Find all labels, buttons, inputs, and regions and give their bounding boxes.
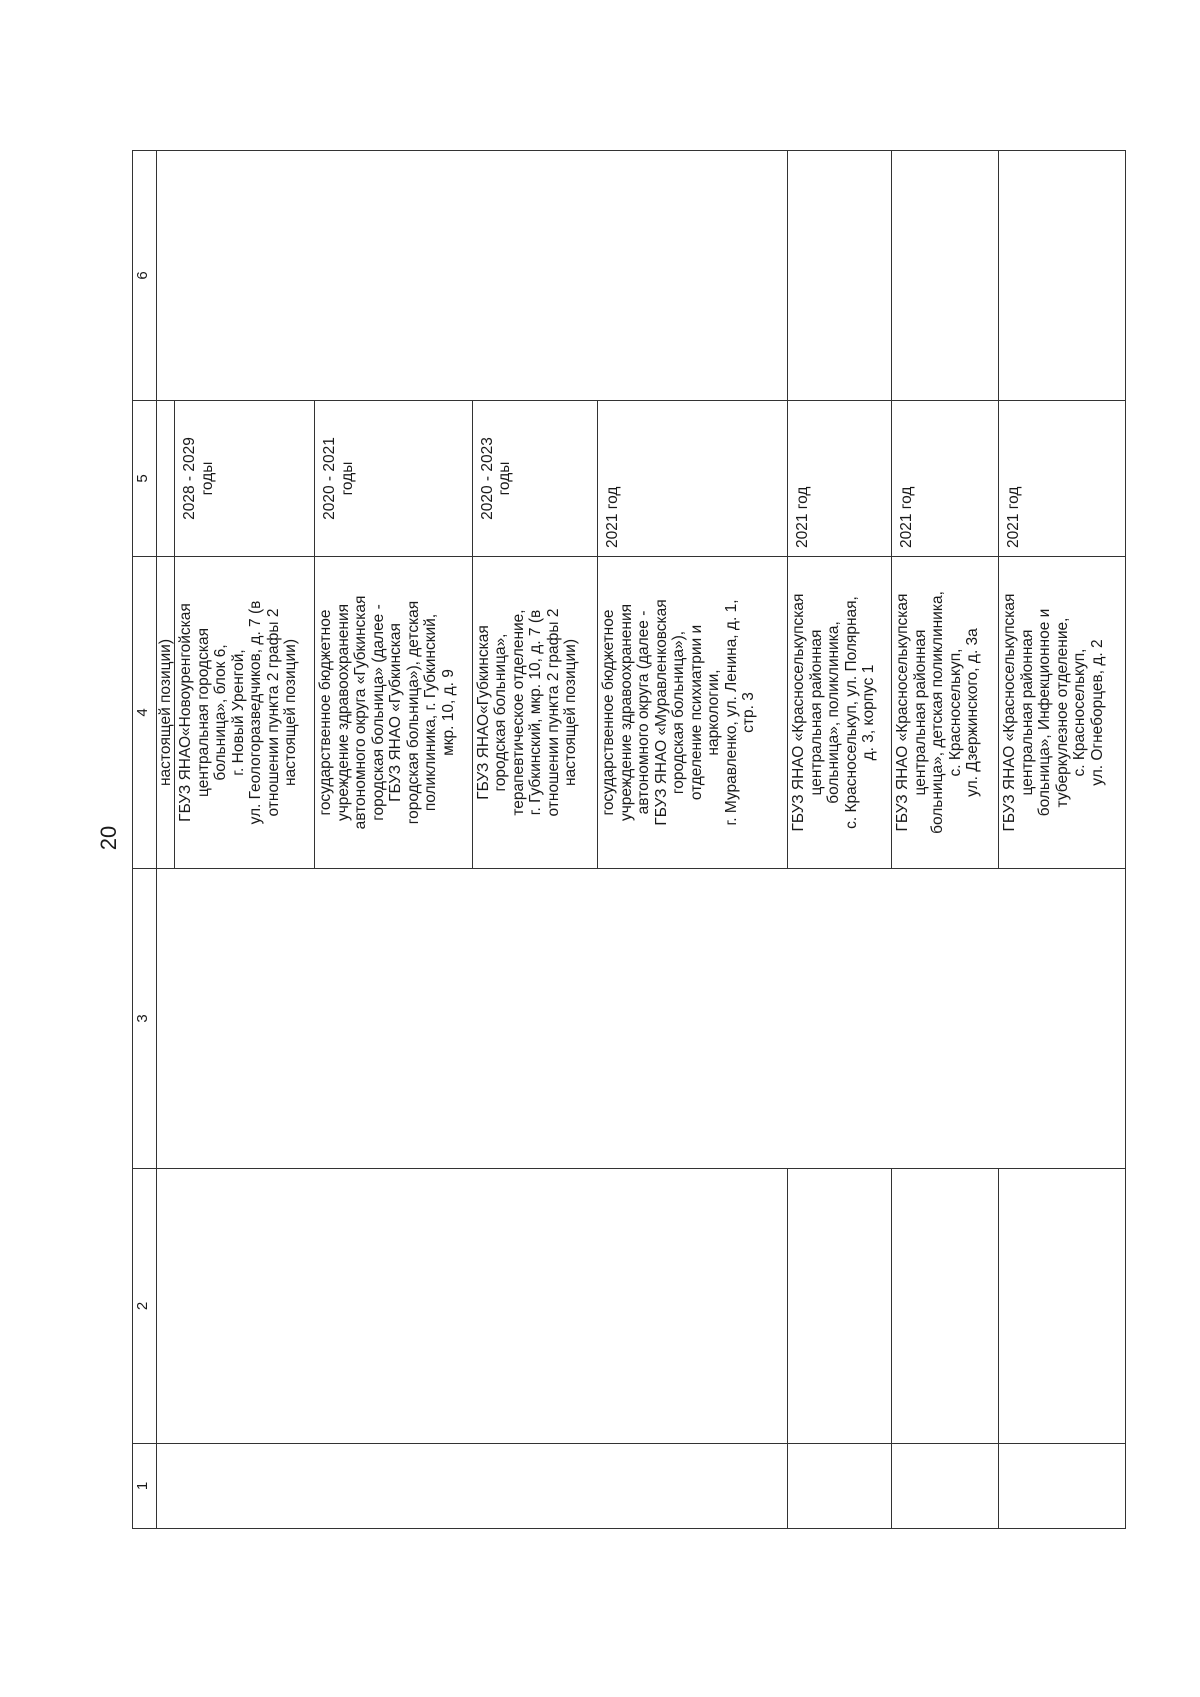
period-text: 2021 год (794, 486, 812, 548)
period-text: 2021 год (604, 486, 622, 548)
cell-col6 (788, 151, 892, 401)
period-cell (598, 401, 788, 557)
period-cell (175, 401, 315, 557)
facility-text: государственное бюджетное учреждение здравоохранения автономного округа (далее - ГБУЗ ЯНАО «Муравленковская городская больница»), отделение психиатрии и наркологии, г. Муравленко, ул. Ленина, д. 1, стр. 3 (600, 599, 758, 826)
facilities-table (132, 150, 1126, 1529)
page-number: 20 (96, 825, 121, 851)
cell-col6 (892, 151, 999, 401)
cell-col1-group-1 (156, 1444, 788, 1529)
period-cell (999, 401, 1126, 557)
cell-col2 (892, 1169, 999, 1444)
facility-text: ГБУЗ ЯНАО«Новоуренгойская центральная городская больница», блок 6, г. Новый Уренгой, ул. Геологоразведчиков, д. 7 (в отношении пункта 2 графы 2 настоящей позиции) (177, 600, 300, 825)
column-number-1: 1 (133, 1444, 157, 1529)
period-cell (788, 401, 892, 557)
period-text: 2021 год (898, 486, 916, 548)
continuation-text: настоящей позиции) (156, 557, 175, 869)
facility-cell (999, 557, 1126, 869)
table-row (788, 151, 892, 1529)
column-number-2: 2 (133, 1169, 157, 1444)
table-container (132, 151, 1126, 1529)
table-row (892, 151, 999, 1529)
facility-text: ГБУЗ ЯНАО«Губкинская городская больница», терапевтическое отделение, г. Губкинский, мкр. 10, д. 7 (в отношении пункта 2 графы 2 настоящей позиции) (474, 608, 580, 817)
facility-text: государственное бюджетное учреждение здравоохранения автономного округа «Губкинская городская больница» (далее - ГБУЗ ЯНАО «Губкинская городская больница»), детская поликлиника, г. Губкинский, мкр. 10, д. 9 (317, 595, 457, 830)
column-number-4: 4 (133, 557, 157, 869)
cell-col6-group-1 (156, 151, 788, 401)
continuation-row (156, 151, 175, 1529)
facility-text: ГБУЗ ЯНАО «Красноселькупская центральная районная больница», поликлиника, с. Красноселькуп, ул. Полярная, д. 3, корпус 1 (790, 593, 878, 832)
cell-col1 (892, 1444, 999, 1529)
cell-col2 (999, 1169, 1126, 1444)
cell-col1 (788, 1444, 892, 1529)
cell-col2 (788, 1169, 892, 1444)
facility-text: ГБУЗ ЯНАО «Красноселькупская центральная районная больница», Инфекционное и туберкулезное отделение, с. Красноселькуп, ул. Огнеборцев, д. 2 (1001, 593, 1106, 832)
table-row (999, 151, 1126, 1529)
facility-cell (788, 557, 892, 869)
cell-col5-continuation (156, 401, 175, 557)
period-cell (472, 401, 598, 557)
column-number-6: 6 (133, 151, 157, 401)
period-cell (315, 401, 472, 557)
facility-text: ГБУЗ ЯНАО «Красноселькупская центральная районная больница», детская поликлиника, с. Красноселькуп, ул. Дзержинского, д. 3а (894, 591, 982, 834)
facility-cell (598, 557, 788, 869)
facility-cell (175, 557, 315, 869)
facility-cell (892, 557, 999, 869)
column-number-5: 5 (133, 401, 157, 557)
period-text: 2020 - 2021 годы (321, 437, 356, 520)
cell-col3-group (156, 869, 1125, 1169)
cell-col2-group-1 (156, 1169, 788, 1444)
header-row (133, 151, 157, 1529)
period-text: 2021 год (1005, 486, 1023, 548)
period-cell (892, 401, 999, 557)
cell-col6 (999, 151, 1126, 401)
period-text: 2020 - 2023 годы (478, 437, 514, 520)
cell-col1 (999, 1444, 1126, 1529)
column-number-3: 3 (133, 869, 157, 1169)
period-text: 2028 - 2029 годы (181, 437, 216, 520)
facility-cell (472, 557, 598, 869)
facility-cell (315, 557, 472, 869)
